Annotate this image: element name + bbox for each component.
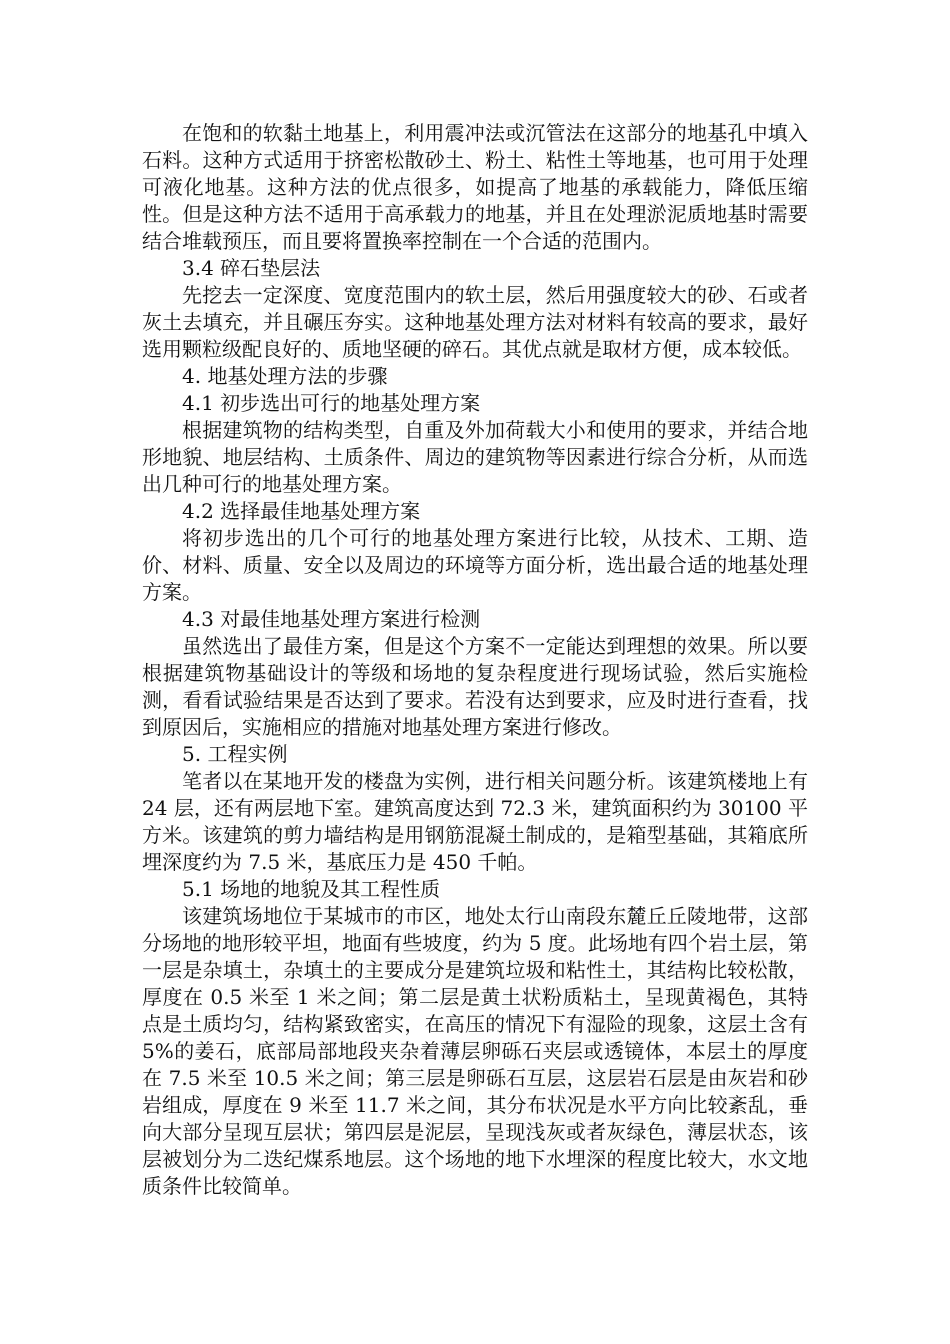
heading-3-4-gravel-cushion: 3.4 碎石垫层法: [182, 256, 321, 280]
paragraph-best-scheme: 将初步选出的几个可行的地基处理方案进行比较，从技术、工期、造价、材料、质量、安全以及周边的环境等方面分析，选出最合适的地基处理方案。: [142, 526, 808, 604]
heading-4-2-best-scheme: 4.2 选择最佳地基处理方案: [182, 499, 421, 523]
heading-4-3-detection: 4.3 对最佳地基处理方案进行检测: [182, 607, 481, 631]
paragraph-gravel-cushion: 先挖去一定深度、宽度范围内的软土层，然后用强度较大的砂、石或者灰土去填充，并且碾压夯实。这种地基处理方法对材料有较高的要求，最好选用颗粒级配良好的、质地坚硬的碎石。其优点就是取材方便，成本较低。: [142, 283, 808, 361]
paragraph-gravel-pile-method: 在饱和的软黏土地基上，利用震冲法或沉管法在这部分的地基孔中填入石料。这种方式适用于挤密松散砂土、粉土、粘性土等地基，也可用于处理可液化地基。这种方法的优点很多，如提高了地基的承载能力，降低压缩性。但是这种方法不适用于高承载力的地基，并且在处理淤泥质地基时需要结合堆载预压，而且要将置换率控制在一个合适的范围内。: [142, 121, 808, 253]
heading-5-engineering-example: 5. 工程实例: [182, 742, 288, 766]
heading-5-1-site-landform: 5.1 场地的地貌及其工程性质: [182, 877, 441, 901]
document-body: [142, 120, 808, 1200]
paragraph-engineering-example: 笔者以在某地开发的楼盘为实例，进行相关问题分析。该建筑楼地上有 24 层，还有两层地下室。建筑高度达到 72.3 米，建筑面积约为 30100 平方米。该建筑的剪力墙结构是用钢筋混凝土制成的，是箱型基础，其箱底所埋深度约为 7.5 米，基底压力是 450 千帕。: [142, 769, 808, 874]
heading-4-treatment-steps: 4. 地基处理方法的步骤: [182, 364, 388, 388]
heading-4-1-preliminary-selection: 4.1 初步选出可行的地基处理方案: [182, 391, 481, 415]
paragraph-site-landform: 该建筑场地位于某城市的市区，地处太行山南段东麓丘丘陵地带，这部分场地的地形较平坦，地面有些坡度，约为 5 度。此场地有四个岩土层，第一层是杂填土，杂填土的主要成分是建筑垃圾和粘性土，其结构比较松散，厚度在 0.5 米至 1 米之间；第二层是黄土状粉质粘土，呈现黄褐色，其特点是土质均匀，结构紧致密实，在高压的情况下有湿险的现象，这层土含有 5%的姜石，底部局部地段夹杂着薄层卵砾石夹层或透镜体，本层土的厚度在 7.5 米至 10.5 米之间；第三层是卵砾石互层，这层岩石层是由灰岩和砂岩组成，厚度在 9 米至 11.7 米之间，其分布状况是水平方向比较紊乱，垂向大部分呈现互层状；第四层是泥层，呈现浅灰或者灰绿色，薄层状态，该层被划分为二迭纪煤系地层。这个场地的地下水埋深的程度比较大，水文地质条件比较简单。: [142, 904, 808, 1198]
paragraph-detection: 虽然选出了最佳方案，但是这个方案不一定能达到理想的效果。所以要根据建筑物基础设计的等级和场地的复杂程度进行现场试验，然后实施检测，看看试验结果是否达到了要求。若没有达到要求，应及时进行查看，找到原因后，实施相应的措施对地基处理方案进行修改。: [142, 634, 808, 739]
paragraph-preliminary-selection: 根据建筑物的结构类型，自重及外加荷载大小和使用的要求，并结合地形地貌、地层结构、土质条件、周边的建筑物等因素进行综合分析，从而选出几种可行的地基处理方案。: [142, 418, 808, 496]
